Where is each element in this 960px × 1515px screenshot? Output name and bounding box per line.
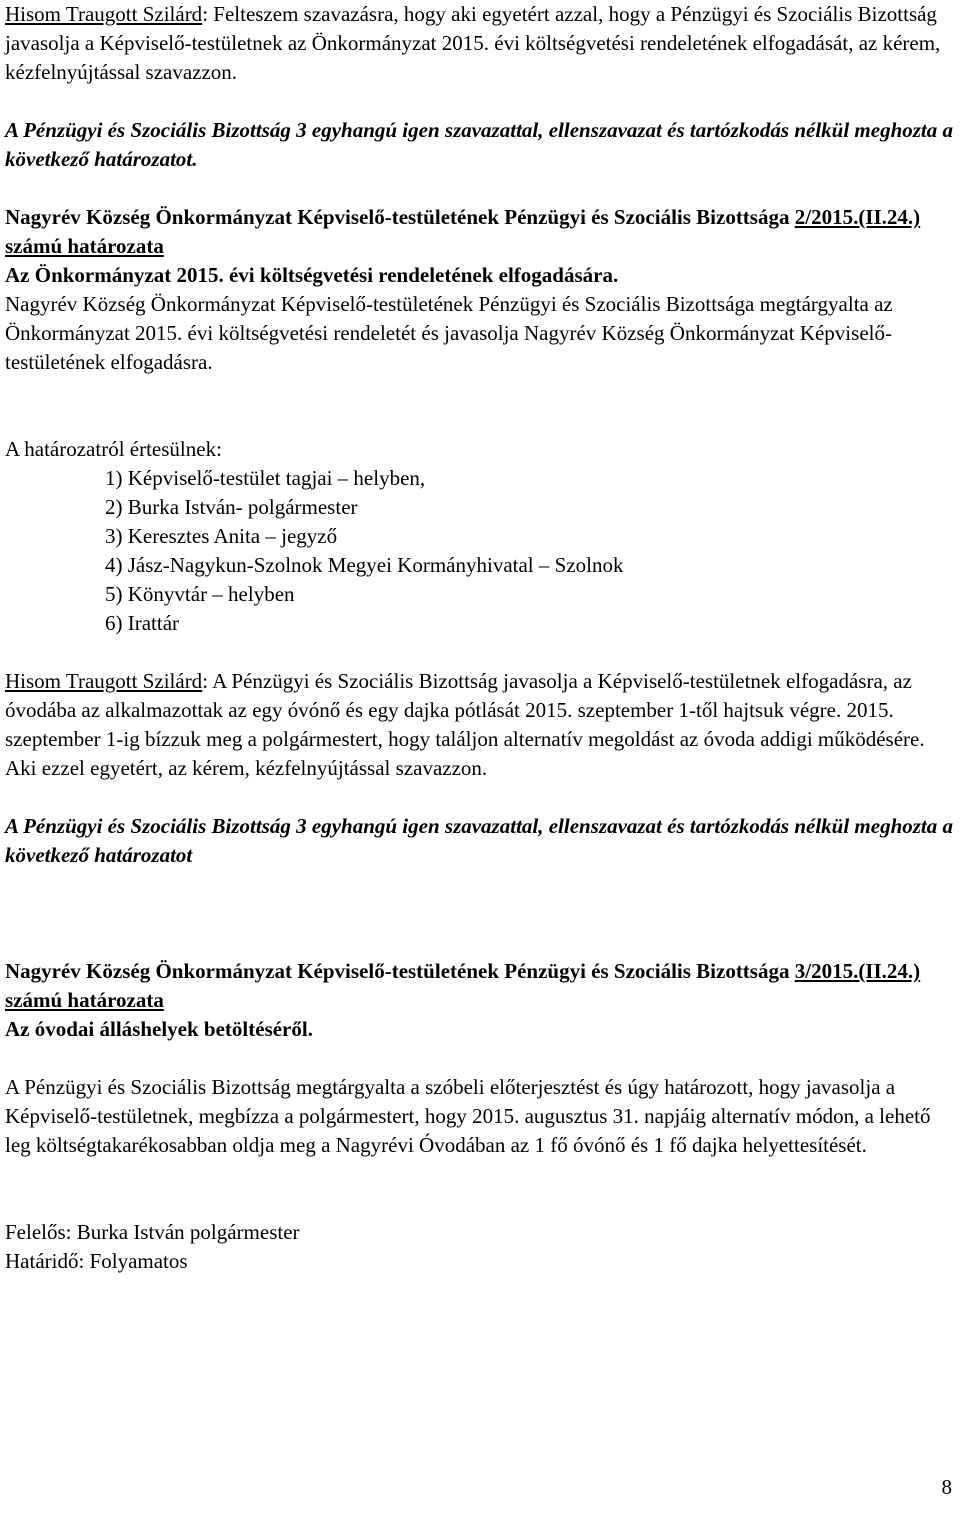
resolution-subject-1: Az Önkormányzat 2015. évi költségvetési rendeletének elfogadására. [5, 263, 619, 287]
responsible-line: Felelős: Burka István polgármester [5, 1220, 300, 1244]
page-number: 8 [941, 1475, 952, 1499]
resolution-subject-2: Az óvodai álláshelyek betöltéséről. [5, 1017, 313, 1041]
resolution-number: 2/2015.(II.24.) számú határozata [5, 205, 921, 258]
resolution-heading-1 [5, 203, 955, 261]
speaker-name: Hisom Traugott Szilárd [5, 2, 203, 26]
list-item: 2) Burka István- polgármester [105, 495, 358, 519]
document-page [5, 0, 955, 1276]
vote-result-1: A Pénzügyi és Szociális Bizottság 3 egyhangú igen szavazattal, ellenszavazat és tartózkodás nélkül meghozta a következő határozatot. [5, 118, 954, 171]
list-item: 4) Jász-Nagykun-Szolnok Megyei Kormányhivatal – Szolnok [105, 553, 624, 577]
speech-text: : A Pénzügyi és Szociális Bizottság javasolja a Képviselő-testületnek elfogadásra, az óvodába az alkalmazottak az egy óvónő és egy dajka pótlását 2015. szeptember 1-től hajtsuk végre. 2015. szeptember 1-ig bízzuk meg a polgármestert, hogy találjon alternatív megoldást az óvoda addigi működésére. [5, 669, 925, 751]
deadline-line: Határidő: Folyamatos [5, 1249, 188, 1273]
speech-paragraph-2-closing: Aki ezzel egyetért, az kérem, kézfelnyújtással szavazzon. [5, 756, 488, 780]
list-item: 1) Képviselő-testület tagjai – helyben, [105, 466, 426, 490]
resolution-heading-2 [5, 957, 955, 1015]
resolution-heading-text: Nagyrév Község Önkormányzat Képviselő-testületének Pénzügyi és Szociális Bizottsága [5, 959, 795, 983]
speech-paragraph-1 [5, 0, 955, 87]
resolution-body-2: A Pénzügyi és Szociális Bizottság megtárgyalta a szóbeli előterjesztést és úgy határozott, hogy javasolja a Képviselő-testületnek, megbízza a polgármestert, hogy 2015. augusztus 31. napjáig alternatív módon, a lehető leg költségtakarékosabban oldja meg a Nagyrévi Óvodában az 1 fő óvónő és 1 fő dajka helyettesítését. [5, 1075, 931, 1157]
notify-title: A határozatról értesülnek: [5, 437, 222, 461]
resolution-body-1: Nagyrév Község Önkormányzat Képviselő-testületének Pénzügyi és Szociális Bizottsága megtárgyalta az Önkormányzat 2015. évi költségvetési rendeletét és javasolja Nagyrév Község Önkormányzat Képviselő-testületének elfogadásra. [5, 292, 893, 374]
list-item: 3) Keresztes Anita – jegyző [105, 524, 338, 548]
notify-list [5, 464, 955, 638]
list-item: 6) Irattár [105, 611, 180, 635]
speaker-name: Hisom Traugott Szilárd [5, 669, 203, 693]
list-item: 5) Könyvtár – helyben [105, 582, 295, 606]
resolution-number: 3/2015.(II.24.) számú határozata [5, 959, 921, 1012]
vote-result-2: A Pénzügyi és Szociális Bizottság 3 egyhangú igen szavazattal, ellenszavazat és tartózkodás nélkül meghozta a következő határozatot [5, 814, 954, 867]
speech-paragraph-2 [5, 667, 955, 754]
resolution-heading-text: Nagyrév Község Önkormányzat Képviselő-testületének Pénzügyi és Szociális Bizottsága [5, 205, 795, 229]
speech-text: : Felteszem szavazásra, hogy aki egyetért azzal, hogy a Pénzügyi és Szociális Bizottság javasolja a Képviselő-testületnek az Önkormányzat 2015. évi költségvetési rendeletének elfogadását, az kérem, kézfelnyújtással szavazzon. [5, 2, 941, 84]
